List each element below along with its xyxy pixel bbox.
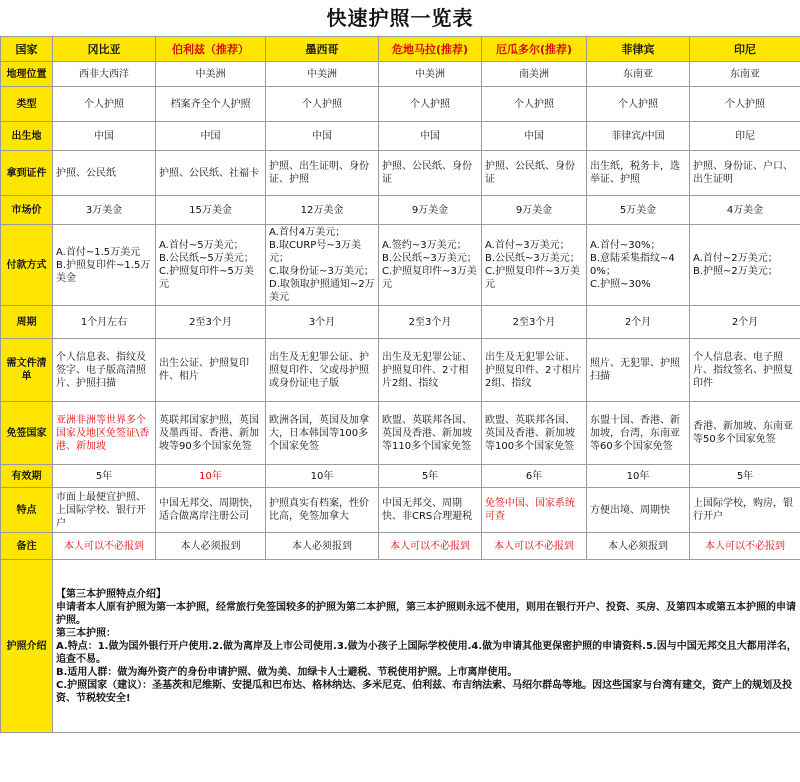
row-label: 付款方式 xyxy=(1,225,53,306)
cell-note: 本人必须报到 xyxy=(156,533,266,560)
cell-valid: 10年 xyxy=(587,465,690,488)
cell-pay: A.首付~3万美元； B.公民纸~3万美元； C.护照复印件~3万美元 xyxy=(482,225,587,306)
cell-birth: 中国 xyxy=(266,122,379,151)
cell-docs: 出生纸，税务卡，选举证、护照 xyxy=(587,151,690,196)
country-indonesia: 印尼 xyxy=(690,37,800,62)
cell-price: 4万美金 xyxy=(690,196,800,225)
cell-note: 本人必须报到 xyxy=(266,533,379,560)
country-philippines: 菲律宾 xyxy=(587,37,690,62)
country-belize: 伯利兹（推荐） xyxy=(156,37,266,62)
cell-birth: 中国 xyxy=(156,122,266,151)
cell-docs: 护照、公民纸、身份证 xyxy=(482,151,587,196)
cell-docs: 护照、公民纸 xyxy=(53,151,156,196)
row-label: 类型 xyxy=(1,87,53,122)
cell-files: 个人信息表、电子照片、指纹签名、护照复印件 xyxy=(690,339,800,402)
cell-type: 个人护照 xyxy=(379,87,482,122)
cell-period: 2个月 xyxy=(690,306,800,339)
cell-geo: 东南亚 xyxy=(587,62,690,87)
row-label: 出生地 xyxy=(1,122,53,151)
cell-visa: 欧洲各国，英国及加拿大，日本韩国等100多个国家免签 xyxy=(266,402,379,465)
country-ecuador: 厄瓜多尔(推荐) xyxy=(482,37,587,62)
cell-type: 个人护照 xyxy=(587,87,690,122)
cell-files: 出生及无犯罪公证、护照复印件、父或母护照或身份证电子版 xyxy=(266,339,379,402)
cell-feature: 护照真实有档案，性价比高，免签加拿大 xyxy=(266,488,379,533)
cell-pay: A.首付~1.5万美元 B.护照复印件~1.5万美金 xyxy=(53,225,156,306)
cell-type: 个人护照 xyxy=(266,87,379,122)
row-visa xyxy=(1,402,800,465)
cell-geo: 中美洲 xyxy=(379,62,482,87)
cell-note: 本人可以不必报到 xyxy=(53,533,156,560)
intro-line: C.护照国家（建议）：圣基茨和尼维斯、安提瓜和巴布达、格林纳达、多米尼克、伯利兹、布吉纳法索、马绍尔群岛等地。因这些国家与台湾有建交，资产上的规划及投资、节税较安全! xyxy=(56,679,793,704)
cell-price: 12万美金 xyxy=(266,196,379,225)
cell-visa: 欧盟、英联邦各国、英国及香港、新加坡等100多个国家免签 xyxy=(482,402,587,465)
row-files xyxy=(1,339,800,402)
row-label: 市场价 xyxy=(1,196,53,225)
cell-valid: 6年 xyxy=(482,465,587,488)
cell-pay: A.首付~30%； B.意陆采集指纹~40%； C.护照~30% xyxy=(587,225,690,306)
cell-period: 2至3个月 xyxy=(379,306,482,339)
cell-pay: A.首付4万美元； B.取CURP号~3万美元； C.取身份证~3万美元； D.取领取护照通知~2万美元 xyxy=(266,225,379,306)
cell-birth: 中国 xyxy=(53,122,156,151)
cell-files: 出生及无犯罪公证、护照复印件、2寸相片2组、指纹 xyxy=(379,339,482,402)
row-label: 需文件清单 xyxy=(1,339,53,402)
cell-valid: 10年 xyxy=(156,465,266,488)
cell-valid: 5年 xyxy=(690,465,800,488)
cell-price: 15万美金 xyxy=(156,196,266,225)
cell-type: 档案齐全个人护照 xyxy=(156,87,266,122)
cell-period: 2个月 xyxy=(587,306,690,339)
cell-files: 出生公证、护照复印件、相片 xyxy=(156,339,266,402)
cell-type: 个人护照 xyxy=(53,87,156,122)
cell-feature: 中国无邦交、周期快、非CRS合理避税 xyxy=(379,488,482,533)
cell-geo: 南美洲 xyxy=(482,62,587,87)
intro-text xyxy=(53,560,800,733)
row-label: 特点 xyxy=(1,488,53,533)
row-period xyxy=(1,306,800,339)
row-type xyxy=(1,87,800,122)
cell-pay: A.签约~3万美元； B.公民纸~3万美元； C.护照复印件~3万美元 xyxy=(379,225,482,306)
intro-line: 【第三本护照特点介绍】 xyxy=(56,588,166,600)
row-label: 拿到证件 xyxy=(1,151,53,196)
country-mexico: 墨西哥 xyxy=(266,37,379,62)
cell-feature: 中国无邦交、周期快，适合做离岸注册公司 xyxy=(156,488,266,533)
cell-files: 个人信息表、指纹及签字、电子版高清照片、护照扫描 xyxy=(53,339,156,402)
cell-files: 照片、无犯罪、护照扫描 xyxy=(587,339,690,402)
header-label: 国家 xyxy=(1,37,53,62)
cell-type: 个人护照 xyxy=(690,87,800,122)
cell-geo: 东南亚 xyxy=(690,62,800,87)
row-pay xyxy=(1,225,800,306)
cell-note: 本人可以不必报到 xyxy=(690,533,800,560)
cell-birth: 中国 xyxy=(379,122,482,151)
cell-visa: 英联邦国家护照，英国及墨西哥、香港、新加坡等90多个国家免签 xyxy=(156,402,266,465)
cell-geo: 中美洲 xyxy=(156,62,266,87)
cell-birth: 印尼 xyxy=(690,122,800,151)
intro-line: A.特点：1.做为国外银行开户使用.2.做为离岸及上市公司使用.3.做为小孩子上国际学校使用.4.做为申请其他更保密护照的申请资料.5.因与中国无邦交且大都用洋名，追查不易。 xyxy=(56,640,797,665)
cell-valid: 10年 xyxy=(266,465,379,488)
cell-period: 2至3个月 xyxy=(156,306,266,339)
cell-docs: 护照、身份证、户口、出生证明 xyxy=(690,151,800,196)
cell-valid: 5年 xyxy=(379,465,482,488)
cell-birth: 中国 xyxy=(482,122,587,151)
row-label: 免签国家 xyxy=(1,402,53,465)
cell-period: 1个月左右 xyxy=(53,306,156,339)
cell-price: 3万美金 xyxy=(53,196,156,225)
cell-visa: 欧盟、英联邦各国、英国及香港、新加坡等110多个国家免签 xyxy=(379,402,482,465)
cell-docs: 护照、公民纸、身份证 xyxy=(379,151,482,196)
passport-table xyxy=(0,36,800,733)
cell-price: 5万美金 xyxy=(587,196,690,225)
intro-line: 第三本护照： xyxy=(56,627,116,639)
cell-note: 本人可以不必报到 xyxy=(482,533,587,560)
cell-price: 9万美金 xyxy=(482,196,587,225)
row-geo xyxy=(1,62,800,87)
intro-line: 申请者本人原有护照为第一本护照，经常旅行免签国较多的护照为第二本护照，第三本护照则永远不使用，则用在银行开户、投资、买房、及第四本或第五本护照的申请护照。 xyxy=(56,601,796,626)
row-feature xyxy=(1,488,800,533)
cell-valid: 5年 xyxy=(53,465,156,488)
cell-visa: 香港、新加坡、东南亚等50多个国家免签 xyxy=(690,402,800,465)
row-note xyxy=(1,533,800,560)
country-guatemala: 危地马拉(推荐) xyxy=(379,37,482,62)
intro-row xyxy=(1,560,800,733)
cell-feature: 方便出境、周期快 xyxy=(587,488,690,533)
cell-feature: 上国际学校，购房，银行开户 xyxy=(690,488,800,533)
cell-period: 2至3个月 xyxy=(482,306,587,339)
cell-period: 3个月 xyxy=(266,306,379,339)
row-label: 备注 xyxy=(1,533,53,560)
row-label: 周期 xyxy=(1,306,53,339)
cell-geo: 西非大西洋 xyxy=(53,62,156,87)
row-birth xyxy=(1,122,800,151)
intro-label: 护照介绍 xyxy=(1,560,53,733)
row-docs xyxy=(1,151,800,196)
cell-feature: 免签中国、国家系统可查 xyxy=(482,488,587,533)
row-label: 有效期 xyxy=(1,465,53,488)
cell-birth: 菲律宾/中国 xyxy=(587,122,690,151)
page-title: 快速护照一览表 xyxy=(326,6,474,30)
cell-visa: 东盟十国、香港、新加坡，台湾，东南亚等60多个国家免签 xyxy=(587,402,690,465)
cell-price: 9万美金 xyxy=(379,196,482,225)
header-row xyxy=(1,37,800,62)
cell-visa: 亚洲非洲等世界多个国家及地区免签证\香港、新加坡 xyxy=(53,402,156,465)
cell-note: 本人可以不必报到 xyxy=(379,533,482,560)
cell-docs: 护照、公民纸、社福卡 xyxy=(156,151,266,196)
cell-pay: A.首付~2万美元； B.护照~2万美元； xyxy=(690,225,800,306)
cell-geo: 中美洲 xyxy=(266,62,379,87)
cell-files: 出生及无犯罪公证、护照复印件、2寸相片2组、指纹 xyxy=(482,339,587,402)
intro-line: B.适用人群：做为海外资产的身份申请护照、做为美、加绿卡人士避税、节税使用护照。上市离岸使用。 xyxy=(56,666,518,678)
row-valid xyxy=(1,465,800,488)
cell-note: 本人必须报到 xyxy=(587,533,690,560)
cell-type: 个人护照 xyxy=(482,87,587,122)
country-gambia: 冈比亚 xyxy=(53,37,156,62)
cell-docs: 护照、出生证明、身份证、护照 xyxy=(266,151,379,196)
row-price xyxy=(1,196,800,225)
row-label: 地理位置 xyxy=(1,62,53,87)
cell-feature: 市面上最便宜护照、上国际学校、银行开户 xyxy=(53,488,156,533)
cell-pay: A.首付~5万美元； B.公民纸~5万美元； C.护照复印件~5万美元 xyxy=(156,225,266,306)
